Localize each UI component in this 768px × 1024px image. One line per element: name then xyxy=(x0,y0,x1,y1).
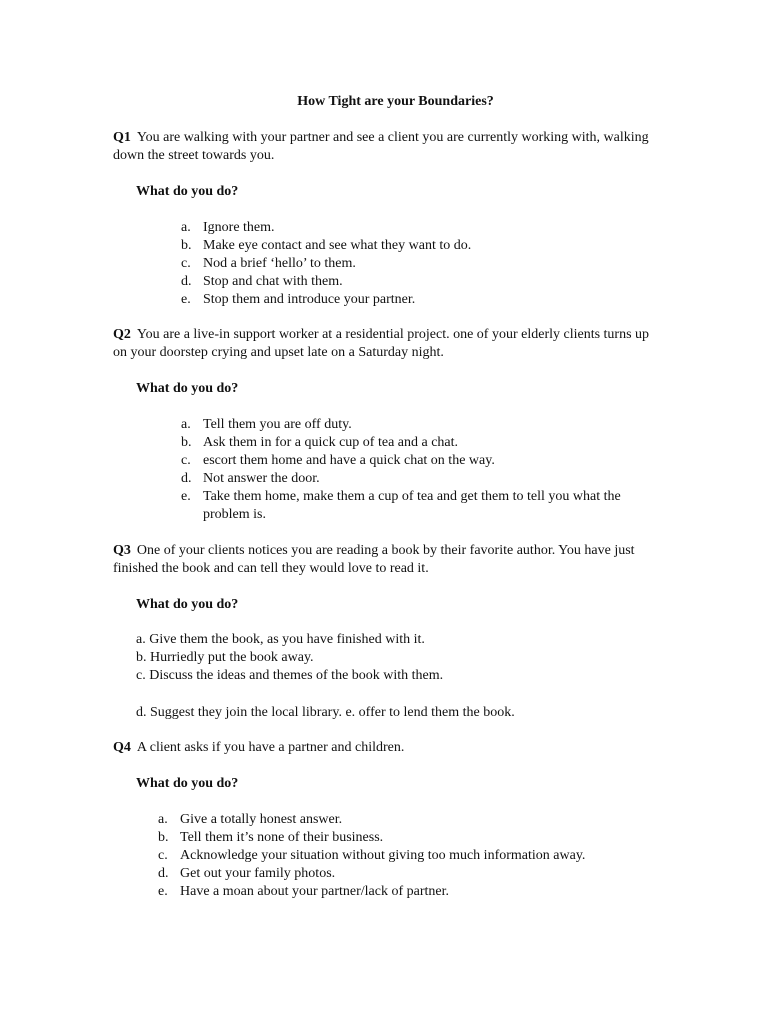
option-marker: a. xyxy=(181,417,191,432)
option-text: Acknowledge your situation without giving too much information away. xyxy=(180,848,586,863)
answer-option xyxy=(181,416,621,434)
option-text: Give a totally honest answer. xyxy=(180,812,343,827)
option-text: Nod a brief ‘hello’ to them. xyxy=(203,256,356,271)
question-prompt: What do you do? xyxy=(136,597,239,612)
answer-line: c. Discuss the ideas and themes of the book with them. xyxy=(136,668,444,683)
question-1 xyxy=(113,129,658,165)
answer-option xyxy=(181,452,621,470)
option-marker: b. xyxy=(181,435,192,450)
answer-option xyxy=(158,847,628,865)
option-text: Ask them in for a quick cup of tea and a chat. xyxy=(203,435,459,450)
answer-list xyxy=(181,219,621,309)
answer-option xyxy=(158,829,628,847)
question-text: You are walking with your partner and see a client you are currently working with, walking down the street towards you. xyxy=(113,130,649,163)
question-number: Q4 xyxy=(113,740,131,755)
answer-option xyxy=(181,255,621,273)
answer-line: a. Give them the book, as you have finished with it. xyxy=(136,632,425,647)
question-text: A client asks if you have a partner and children. xyxy=(136,740,405,755)
answer-line: b. Hurriedly put the book away. xyxy=(136,650,314,665)
option-marker: a. xyxy=(181,220,191,235)
answer-line: d. Suggest they join the local library. e. offer to lend them the book. xyxy=(136,705,515,720)
option-marker: e. xyxy=(181,489,191,504)
answer-option xyxy=(181,237,621,255)
option-marker: b. xyxy=(181,238,192,253)
option-text: Stop them and introduce your partner. xyxy=(203,292,416,307)
option-text: Make eye contact and see what they want to do. xyxy=(203,238,472,253)
answer-option xyxy=(181,219,621,237)
question-prompt: What do you do? xyxy=(136,381,239,396)
option-text: Tell them you are off duty. xyxy=(203,417,352,432)
option-text: Tell them it’s none of their business. xyxy=(180,830,384,845)
answer-list xyxy=(181,416,621,524)
question-4 xyxy=(113,739,658,757)
option-marker: a. xyxy=(158,812,168,827)
question-2 xyxy=(113,326,658,362)
question-text: You are a live-in support worker at a residential project. one of your elderly clients turns up on your doorstep crying and upset late on a Saturday night. xyxy=(113,327,650,360)
option-marker: c. xyxy=(181,453,191,468)
option-text: Ignore them. xyxy=(203,220,275,235)
option-text: Get out your family photos. xyxy=(180,866,336,881)
question-text: One of your clients notices you are reading a book by their favorite author. You have just finished the book and can tell they would love to read it. xyxy=(113,543,635,576)
answer-option xyxy=(158,811,628,829)
answer-option xyxy=(181,434,621,452)
option-marker: c. xyxy=(181,256,191,271)
answer-option xyxy=(181,488,621,524)
option-marker: d. xyxy=(181,274,192,289)
option-text: Have a moan about your partner/lack of partner. xyxy=(180,884,450,899)
answer-option xyxy=(158,883,628,901)
page-title: How Tight are your Boundaries? xyxy=(297,94,494,109)
option-marker: d. xyxy=(181,471,192,486)
question-prompt: What do you do? xyxy=(136,184,239,199)
question-number: Q3 xyxy=(113,543,131,558)
option-marker: b. xyxy=(158,830,169,845)
option-marker: c. xyxy=(158,848,168,863)
question-prompt: What do you do? xyxy=(136,776,239,791)
question-3 xyxy=(113,542,658,578)
answer-list xyxy=(158,811,628,901)
question-number: Q2 xyxy=(113,327,131,342)
option-text: Take them home, make them a cup of tea and get them to tell you what the problem is. xyxy=(203,489,621,522)
option-text: escort them home and have a quick chat on the way. xyxy=(203,453,495,468)
answer-option xyxy=(181,273,621,291)
answer-option xyxy=(158,865,628,883)
option-marker: d. xyxy=(158,866,169,881)
option-marker: e. xyxy=(181,292,191,307)
option-text: Not answer the door. xyxy=(203,471,320,486)
option-marker: e. xyxy=(158,884,168,899)
question-number: Q1 xyxy=(113,130,131,145)
answer-option xyxy=(181,470,621,488)
answer-option xyxy=(181,291,621,309)
option-text: Stop and chat with them. xyxy=(203,274,343,289)
